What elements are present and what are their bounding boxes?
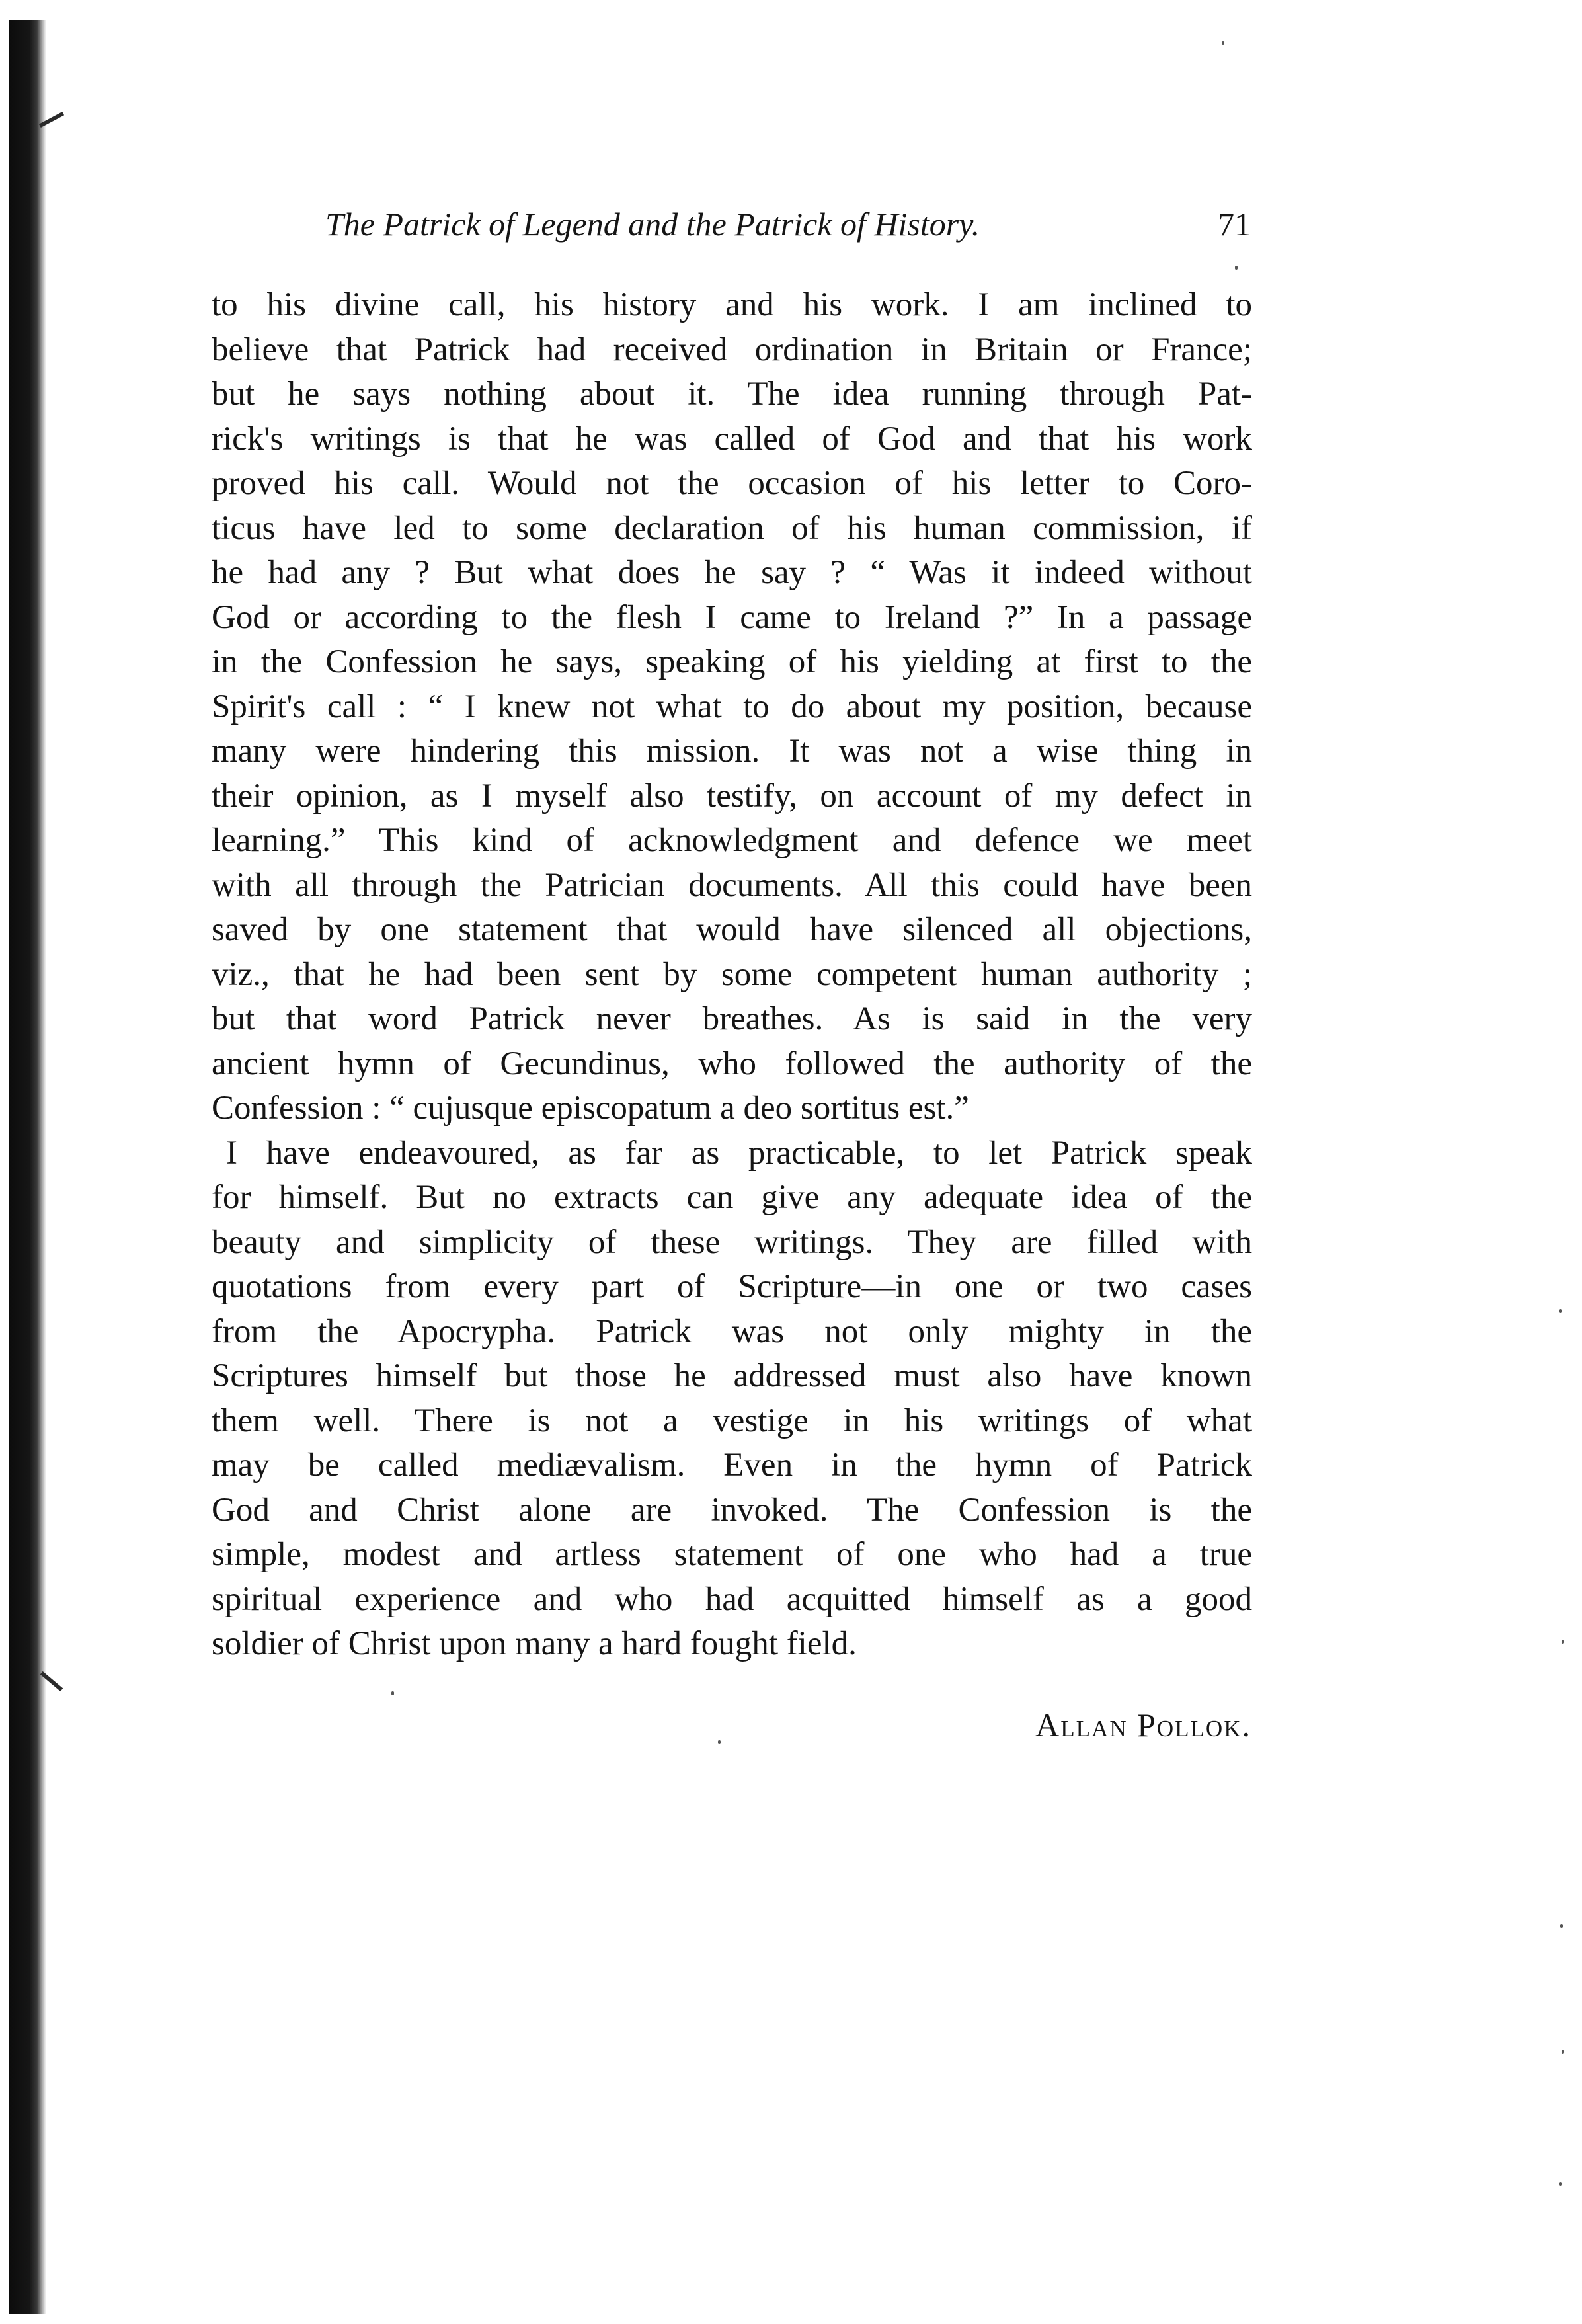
paragraph-1 bbox=[212, 283, 1252, 1131]
text-line: may be called mediævalism. Even in the hymn of Patrick bbox=[212, 1447, 1252, 1484]
text-line: but he says nothing about it. The idea running through Pat- bbox=[212, 376, 1252, 413]
text-line: God and Christ alone are invoked. The Confession is the bbox=[212, 1491, 1252, 1529]
scan-speck bbox=[1560, 1924, 1563, 1928]
text-line: believe that Patrick had received ordination in Britain or France; bbox=[212, 331, 1252, 368]
text-line: proved his call. Would not the occasion of his letter to Coro- bbox=[212, 465, 1252, 502]
scan-speck bbox=[1559, 2182, 1562, 2186]
text-line: in the Confession he says, speaking of his yielding at first to the bbox=[212, 643, 1252, 680]
text-line: soldier of Christ upon many a hard fought field. bbox=[212, 1625, 857, 1662]
scan-speck bbox=[391, 1691, 394, 1695]
text-line: ancient hymn of Gecundinus, who followed the authority of the bbox=[212, 1045, 1252, 1082]
scan-speck bbox=[1222, 41, 1224, 45]
text-line: from the Apocrypha. Patrick was not only mighty in the bbox=[212, 1312, 1252, 1350]
text-line: for himself. But no extracts can give any adequate idea of the bbox=[212, 1179, 1252, 1216]
running-title: The Patrick of Legend and the Patrick of History. bbox=[325, 206, 980, 243]
text-line: learning.” This kind of acknowledgment and defence we meet bbox=[212, 822, 1252, 859]
text-line: he had any ? But what does he say ? “ Was it indeed without bbox=[212, 554, 1252, 591]
text-line: God or according to the flesh I came to Ireland ?” In a passage bbox=[212, 598, 1252, 636]
text-line: many were hindering this mission. It was not a wise thing in bbox=[212, 733, 1252, 770]
scan-speck bbox=[1562, 2050, 1564, 2054]
scan-speck bbox=[1559, 1309, 1562, 1313]
text-line: their opinion, as I myself also testify, on account of my defect in bbox=[212, 777, 1252, 815]
text-line: quotations from every part of Scripture—in one or two cases bbox=[212, 1268, 1252, 1305]
text-line: beauty and simplicity of these writings. They are filled with bbox=[212, 1223, 1252, 1261]
scan-speck bbox=[1235, 266, 1238, 270]
text-line: them well. There is not a vestige in his writings of what bbox=[212, 1402, 1252, 1439]
text-line: Scriptures himself but those he addressed must also have known bbox=[212, 1357, 1252, 1394]
text-line: I have endeavoured, as far as practicable, to let Patrick speak bbox=[226, 1134, 1252, 1172]
text-line: ticus have led to some declaration of his human commission, if bbox=[212, 509, 1252, 547]
text-line: but that word Patrick never breathes. As is said in the very bbox=[212, 1000, 1252, 1037]
scan-speck bbox=[1562, 1640, 1564, 1644]
text-line: rick's writings is that he was called of God and that his work bbox=[212, 420, 1252, 458]
scan-speck bbox=[718, 1740, 721, 1744]
page-number: 71 bbox=[1218, 206, 1251, 243]
text-line: viz., that he had been sent by some competent human authority ; bbox=[212, 955, 1252, 993]
text-line: with all through the Patrician documents. All this could have been bbox=[212, 866, 1252, 904]
text-line: to his divine call, his history and his work. I am inclined to bbox=[212, 286, 1252, 323]
text-line: Confession : “ cujusque episcopatum a deo sortitus est.” bbox=[212, 1090, 969, 1127]
author-signature: Allan Pollok. bbox=[1035, 1706, 1251, 1743]
text-line: Spirit's call : “ I knew not what to do about my position, because bbox=[212, 688, 1252, 725]
text-line: saved by one statement that would have silenced all objections, bbox=[212, 911, 1252, 948]
running-header bbox=[325, 205, 1251, 258]
text-line: spiritual experience and who had acquitted himself as a good bbox=[212, 1580, 1252, 1618]
binding-edge bbox=[9, 20, 46, 2314]
body-text bbox=[212, 283, 1252, 1667]
text-line: simple, modest and artless statement of one who had a true bbox=[212, 1536, 1252, 1573]
paragraph-2 bbox=[212, 1131, 1252, 1667]
